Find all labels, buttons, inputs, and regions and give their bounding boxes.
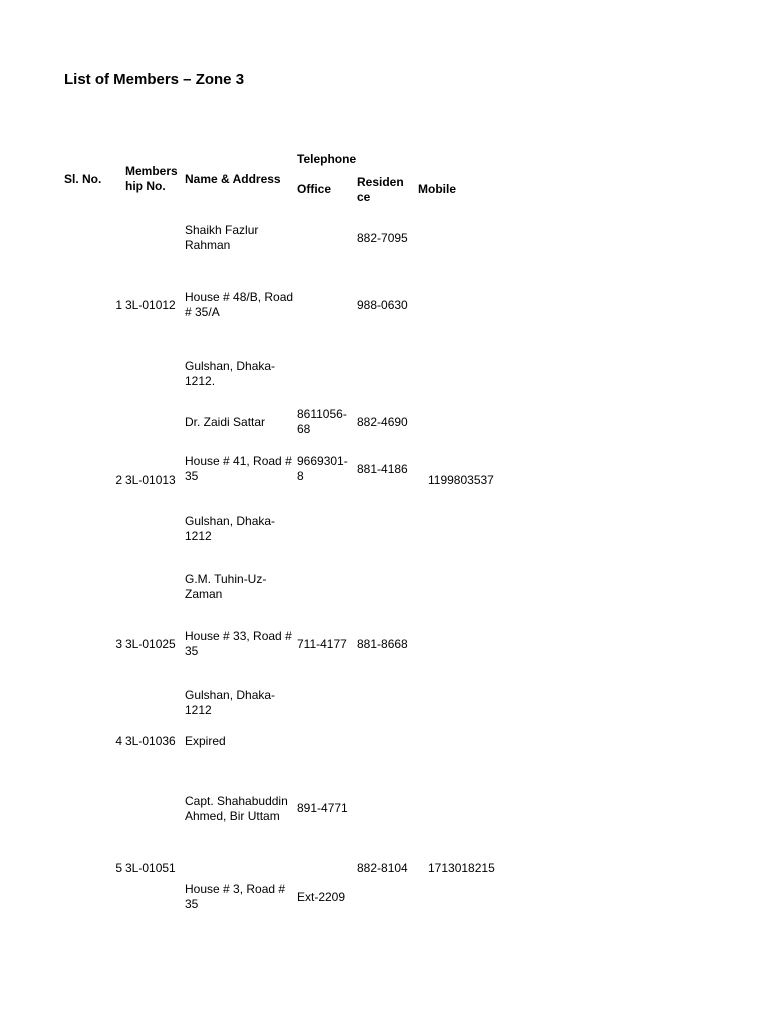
header-name-address: Name & Address [185, 172, 281, 186]
row5-name: Capt. Shahabuddin Ahmed, Bir Uttam [185, 794, 288, 823]
page-title: List of Members – Zone 3 [64, 71, 245, 88]
row1-membership: 3L-01012 [125, 298, 176, 312]
row3-sl: 3 [115, 637, 122, 651]
row5-mobile: 1713018215 [428, 861, 495, 875]
row5-residence-1: 882-8104 [357, 861, 408, 875]
row1-residence-2: 988-0630 [357, 298, 408, 312]
header-residence: Residence [357, 175, 404, 204]
header-telephone: Telephone [297, 152, 357, 166]
row2-name: Dr. Zaidi Sattar [185, 415, 266, 429]
row2-address-1: House # 41, Road # 35 [185, 454, 292, 483]
row1-name: Shaikh Fazlur Rahman [185, 223, 259, 252]
header-mobile: Mobile [418, 182, 456, 196]
header-office: Office [297, 182, 332, 196]
row2-office-1: 8611056-68 [297, 407, 347, 436]
row2-mobile: 1199803537 [428, 473, 494, 487]
row2-office-2: 9669301-8 [297, 454, 348, 483]
row2-residence-2: 881-4186 [357, 462, 408, 476]
row3-address-2: Gulshan, Dhaka-1212 [185, 688, 276, 717]
row3-name: G.M. Tuhin-Uz-Zaman [185, 572, 267, 601]
row2-membership: 3L-01013 [125, 473, 176, 487]
row2-residence-1: 882-4690 [357, 415, 408, 429]
row5-membership: 3L-01051 [125, 861, 176, 875]
row4-name: Expired [185, 734, 226, 748]
header-membership-no: Membership No. [125, 164, 178, 193]
row5-address-1: House # 3, Road # 35 [185, 882, 286, 911]
row1-residence-1: 882-7095 [357, 231, 408, 245]
row4-membership: 3L-01036 [125, 734, 176, 748]
row2-sl: 2 [115, 473, 122, 487]
header-sl-no: Sl. No. [64, 172, 102, 186]
row5-sl: 5 [115, 861, 122, 875]
row2-address-2: Gulshan, Dhaka-1212 [185, 514, 276, 543]
row4-sl: 4 [115, 734, 122, 748]
row3-address-1: House # 33, Road # 35 [185, 629, 292, 658]
row3-membership: 3L-01025 [125, 637, 176, 651]
row1-address-2: Gulshan, Dhaka-1212. [185, 359, 276, 388]
row1-address-1: House # 48/B, Road # 35/A [185, 290, 294, 319]
row5-office-1: 891-4771 [297, 801, 348, 815]
row1-sl: 1 [115, 298, 122, 312]
row3-office-1: 711-4177 [297, 637, 347, 651]
row3-residence-1: 881-8668 [357, 637, 408, 651]
row5-office-2: Ext-2209 [297, 890, 346, 904]
